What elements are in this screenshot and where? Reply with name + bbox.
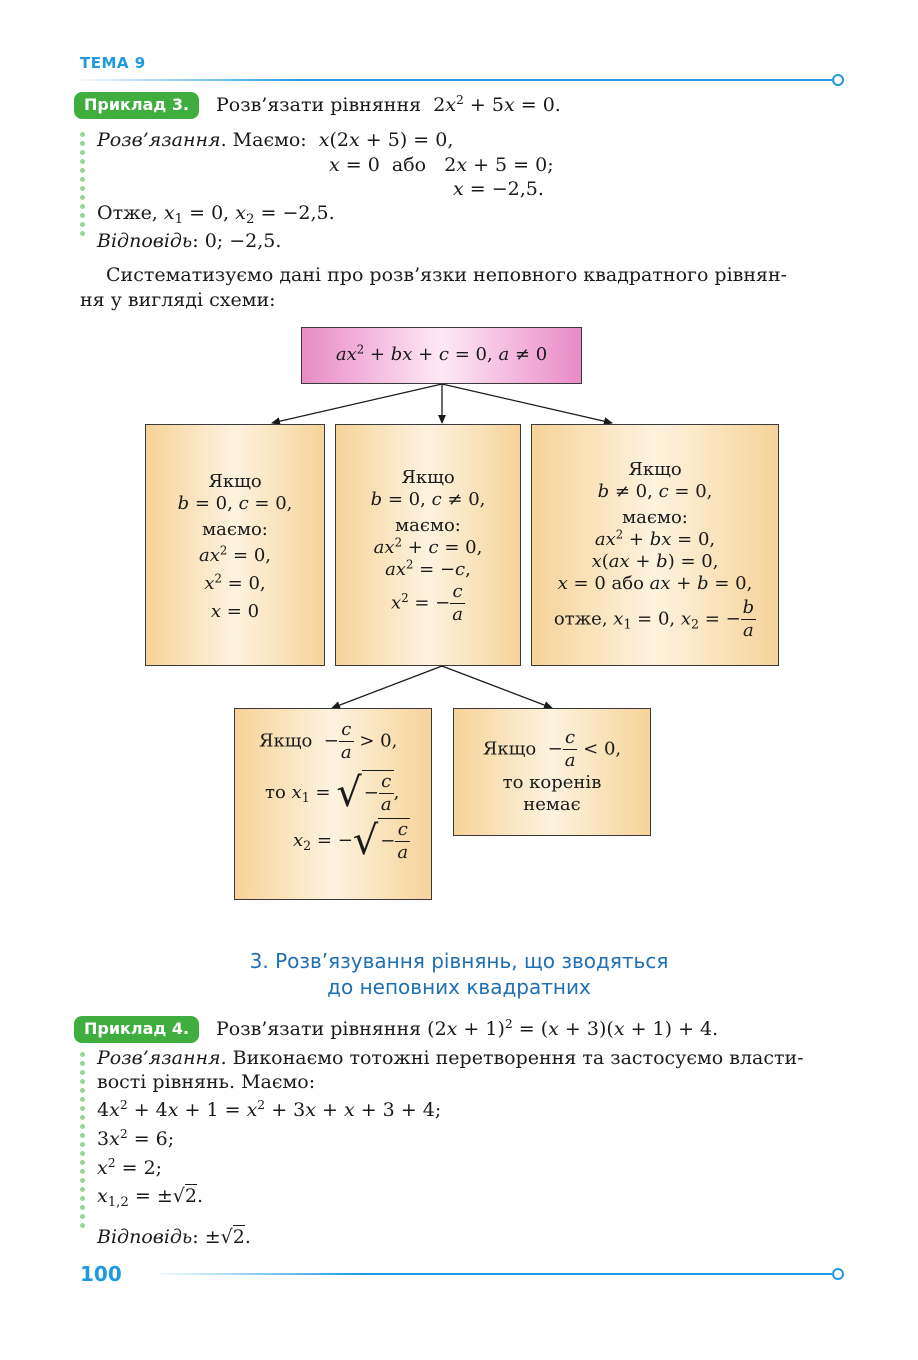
scheme-case-b0-cnot0: Якщо b = 0, c ≠ 0, маємо: $ax^2 + c = 0$, $ax^2 = -c$, $x^2$ = − $\frac{c}{a}$ — [335, 424, 521, 666]
arrow-negative — [442, 666, 552, 708]
intro-line-1: Систематизуємо дані про розв’язки неповного квадратного рівнян- — [106, 264, 788, 286]
section-title-line-2: до неповних квадратних — [327, 975, 591, 999]
case1-have: маємо: — [202, 519, 268, 540]
scheme-case-positive: Якщо − $\frac{c}{a}$ > 0, то $x_1$ = √ − $\frac{c}{a}$ , $x_2$ = −√ − $\frac{c}{a}$ — [234, 708, 432, 900]
footer-rule — [160, 1273, 832, 1275]
section-title-line-1: 3. Розв’язування рівнянь, що зводяться — [249, 949, 669, 973]
example-3-therefore: Отже, $x_1 = 0$, $x_2 = -2,5$. — [97, 202, 335, 227]
example-4-step-2: $3x^2 = 6$; — [97, 1127, 175, 1150]
example-4-step-3: $x^2 = 2$; — [97, 1156, 163, 1179]
example-3-have: . Маємо: — [220, 129, 307, 151]
case3-have: маємо: — [622, 507, 688, 528]
example-4-solution-text-1: . Виконаємо тотожні перетворення та застосуємо власти- — [220, 1047, 804, 1069]
case5-no-roots-2: немає — [523, 794, 581, 815]
case2-have: маємо: — [395, 515, 461, 536]
arrow-right — [442, 384, 612, 423]
footer-rule-end — [832, 1268, 844, 1280]
example-3-task-prefix: Розв’язати рівняння — [216, 94, 422, 116]
example-4-task-prefix: Розв’язати рівняння — [216, 1018, 422, 1040]
scheme-case-b0-c0: Якщо b = 0, c = 0, маємо: $ax^2 = 0$, $x^2 = 0$, x = 0 — [145, 424, 325, 666]
example-4-solution-1 — [97, 1046, 804, 1070]
case3-if: Якщо — [628, 459, 682, 480]
example-3-badge: Приклад 3. — [74, 92, 199, 119]
example-4-solution-2: вості рівнянь. Маємо: — [97, 1071, 316, 1093]
example-4-step-1: $4x^2 + 4x + 1 = x^2 + 3x + x + 3 + 4$; — [97, 1098, 442, 1121]
case2-if: Якщо — [401, 467, 455, 488]
case4-then: то — [265, 782, 286, 803]
scheme-case-bnot0-c0: Якщо b ≠ 0, c = 0, маємо: $ax^2$ + bx = 0, x(ax + b) = 0, x = 0 або ax + b = 0, отже, $x_1 = 0$, $x_2$ = − $\frac{b}{a}$ — [531, 424, 779, 666]
case3-therefore: отже, — [553, 608, 608, 630]
case1-if: Якщо — [208, 471, 262, 492]
case4-if: Якщо — [259, 730, 313, 752]
example-3-or: або — [391, 154, 427, 176]
example-4-answer: Відповідь: ±√2. — [97, 1226, 251, 1248]
case5-no-roots-1: то коренів — [502, 772, 602, 793]
example-3-therefore-word: Отже, — [97, 202, 158, 224]
example-4-step-4: $x_{1,2} = \pm√2$. — [97, 1185, 204, 1210]
case3-or: або — [611, 573, 644, 594]
intro-line-2: ня у вигляді схеми: — [80, 289, 276, 311]
example-3-factored: x(2x + 5) = 0, — [318, 129, 454, 151]
example-3-cases: x = 0 або 2x + 5 = 0; — [329, 154, 554, 176]
example-4-answer-label: Відповідь — [97, 1226, 193, 1248]
example-3-answer-value: : 0; −2,5. — [192, 230, 282, 252]
example-3-equation: $2x^2 + 5x = 0$. — [433, 93, 561, 116]
example-4-dots — [80, 1052, 86, 1232]
example-4-solution-label: Розв’язання — [97, 1047, 221, 1069]
example-4-task: Розв’язати рівняння $(2x + 1)^2 = (x + 3)(x + 1) + 4$. — [216, 1017, 719, 1040]
scheme-case-negative: Якщо − $\frac{c}{a}$ < 0, то коренів немає — [453, 708, 651, 836]
arrow-left — [272, 384, 442, 423]
scheme-general-equation: $ax^2$ + bx + c = 0, a ≠ 0 — [301, 327, 582, 384]
example-4-badge: Приклад 4. — [74, 1016, 199, 1043]
page-number: 100 — [80, 1262, 122, 1286]
topic-label: ТЕМА 9 — [80, 54, 146, 72]
example-3-solution-label: Розв’язання — [97, 129, 221, 151]
arrow-positive — [332, 666, 442, 708]
case5-if: Якщо — [482, 738, 537, 760]
example-3-answer-label: Відповідь — [97, 230, 193, 252]
example-3-root: x = −2,5. — [453, 178, 544, 200]
